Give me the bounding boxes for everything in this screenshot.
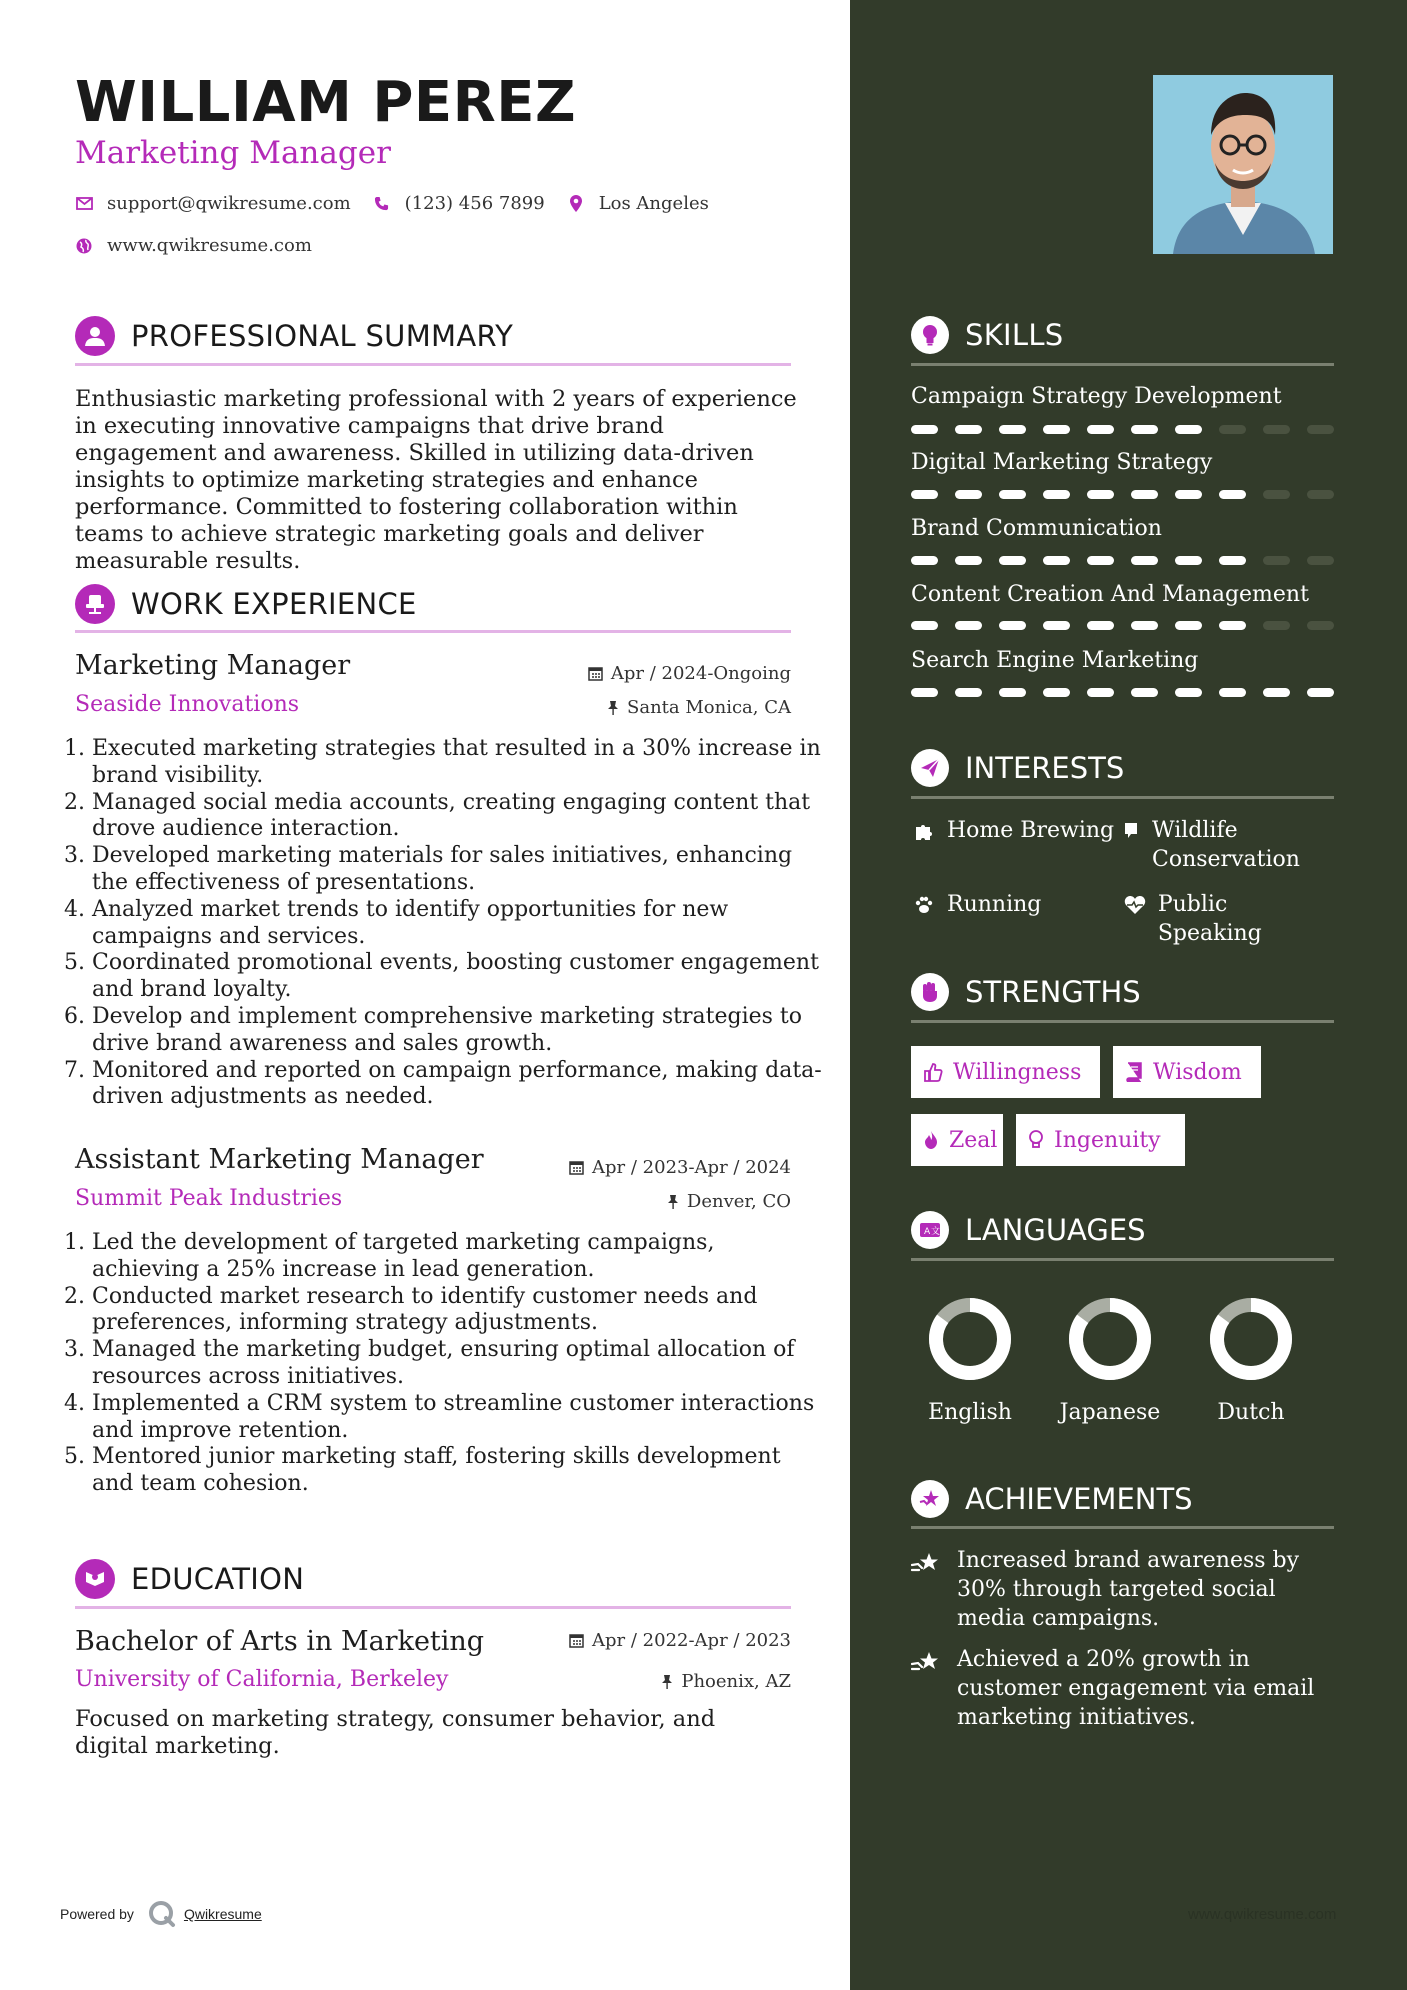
skill-name: Search Engine Marketing [911, 648, 1199, 673]
language-item: English [900, 1294, 1040, 1425]
skill-level-segment [1263, 490, 1290, 499]
thumbs-up-icon [923, 1062, 943, 1082]
skill-level-segment [911, 621, 938, 630]
section-header-strengths: STRENGTHS [911, 973, 1141, 1011]
strength-badge: Zeal [911, 1114, 1003, 1166]
section-header-interests: INTERESTS [911, 749, 1124, 787]
school-name: University of California, Berkeley [75, 1667, 449, 1692]
job-location: Denver, CO [667, 1191, 791, 1212]
interest-item: Wildlife Conservation [1122, 816, 1337, 874]
skill-level-segment [1131, 556, 1158, 565]
candidate-name: WILLIAM PEREZ [75, 70, 577, 135]
heartbeat-icon [1122, 890, 1148, 948]
pin-icon [667, 1194, 679, 1209]
contact-email[interactable]: support@qwikresume.com [75, 193, 351, 214]
job-responsibilities [68, 1230, 822, 1498]
skill-level-segment [1219, 556, 1246, 565]
section-header-languages: A 文 LANGUAGES [911, 1211, 1146, 1249]
list-item: 2. Managed social media accounts, creating engaging content that drove audience interaction. [92, 790, 822, 844]
contact-website[interactable]: www.qwikresume.com [75, 235, 312, 256]
skill-level-segment [999, 556, 1026, 565]
calendar-icon [588, 666, 603, 681]
skill-level-segment [1175, 621, 1202, 630]
skill-level-segment [955, 490, 982, 499]
skill-level-segment [1175, 425, 1202, 434]
skill-name: Content Creation And Management [911, 582, 1309, 607]
qwikresume-link[interactable]: Qwikresume [183, 1906, 262, 1922]
achievement-item: Achieved a 20% growth in customer engagement via email marketing initiatives. [911, 1645, 1341, 1732]
fist-icon [911, 973, 949, 1011]
language-level-ring [1065, 1294, 1155, 1384]
skill-level-segment [1087, 688, 1114, 697]
skill-level-segment [955, 425, 982, 434]
section-divider [911, 1020, 1334, 1023]
skill-level-segment [999, 425, 1026, 434]
education-location: Phoenix, AZ [661, 1671, 791, 1692]
skill-level-bar [911, 490, 1334, 499]
contact-phone[interactable]: (123) 456 7899 [373, 193, 545, 214]
skill-name: Campaign Strategy Development [911, 384, 1282, 409]
star-hand-icon [911, 1480, 949, 1518]
skill-name: Brand Communication [911, 516, 1162, 541]
envelope-icon [75, 195, 93, 213]
skill-level-segment [1263, 425, 1290, 434]
skill-level-segment [1131, 425, 1158, 434]
star-hand-icon [911, 1645, 945, 1732]
skill-level-segment [1219, 688, 1246, 697]
skill-level-segment [1087, 490, 1114, 499]
skill-level-segment [1175, 490, 1202, 499]
skill-level-segment [911, 688, 938, 697]
section-divider [911, 1526, 1334, 1529]
book-icon [1125, 1062, 1143, 1082]
skill-level-segment [999, 688, 1026, 697]
language-level-ring [925, 1294, 1015, 1384]
section-header-skills: SKILLS [911, 316, 1064, 354]
job-company: Summit Peak Industries [75, 1186, 343, 1211]
job-dates: Apr / 2023-Apr / 2024 [569, 1157, 791, 1178]
briefcase-chair-icon [75, 584, 115, 624]
pin-icon [607, 700, 619, 715]
list-item: 3. Managed the marketing budget, ensuring optimal allocation of resources across initiatives. [92, 1337, 822, 1391]
job-responsibilities [68, 736, 822, 1111]
calendar-icon [569, 1633, 584, 1648]
language-level-ring [1206, 1294, 1296, 1384]
candidate-role: Marketing Manager [75, 135, 391, 171]
list-item: 6. Develop and implement comprehensive marketing strategies to drive brand awareness and sales growth. [92, 1004, 822, 1058]
list-item: 3. Developed marketing materials for sales initiatives, enhancing the effectiveness of presentations. [92, 843, 822, 897]
user-icon [75, 316, 115, 356]
section-header-achievements: ACHIEVEMENTS [911, 1480, 1193, 1518]
section-header-summary: PROFESSIONAL SUMMARY [75, 316, 513, 356]
svg-text:文: 文 [931, 1227, 941, 1237]
skill-level-segment [1263, 688, 1290, 697]
map-marker-icon [567, 195, 585, 213]
skill-level-segment [911, 425, 938, 434]
flame-icon [923, 1130, 939, 1150]
job-dates: Apr / 2024-Ongoing [588, 663, 791, 684]
strength-badge: Wisdom [1113, 1046, 1261, 1098]
section-divider [911, 796, 1334, 799]
interest-item: Running [911, 890, 1116, 919]
list-item: 1. Executed marketing strategies that resulted in a 30% increase in brand visibility. [92, 736, 822, 790]
skill-level-segment [1087, 425, 1114, 434]
skill-level-segment [1043, 490, 1070, 499]
skill-level-segment [999, 621, 1026, 630]
powered-by: Powered by Qwikresume [60, 1900, 262, 1928]
skill-level-bar [911, 688, 1334, 697]
interest-item: Home Brewing [911, 816, 1116, 845]
degree-title: Bachelor of Arts in Marketing [75, 1626, 485, 1657]
paper-plane-icon [911, 749, 949, 787]
skill-level-segment [1219, 425, 1246, 434]
skill-level-segment [1219, 490, 1246, 499]
job-location: Santa Monica, CA [607, 697, 791, 718]
star-hand-icon [911, 1546, 945, 1633]
language-item: Japanese [1040, 1294, 1180, 1425]
skill-level-bar [911, 425, 1334, 434]
skill-level-segment [1131, 688, 1158, 697]
translate-icon [911, 1211, 949, 1249]
list-item: 5. Coordinated promotional events, boosting customer engagement and brand loyalty. [92, 950, 822, 1004]
paw-icon [911, 890, 937, 919]
skill-level-segment [1307, 490, 1334, 499]
contact-location: Los Angeles [567, 193, 709, 214]
skill-level-bar [911, 556, 1334, 565]
skill-level-segment [1307, 425, 1334, 434]
skill-level-segment [1175, 688, 1202, 697]
strength-badge: Ingenuity [1016, 1114, 1185, 1166]
job-company: Seaside Innovations [75, 692, 300, 717]
skill-level-segment [1175, 556, 1202, 565]
skill-level-segment [1219, 621, 1246, 630]
achievement-item: Increased brand awareness by 30% through targeted social media campaigns. [911, 1546, 1341, 1633]
qwikresume-logo-icon [148, 1900, 176, 1928]
section-divider [75, 630, 791, 633]
leaf-icon [1122, 816, 1142, 874]
skill-level-segment [1043, 688, 1070, 697]
globe-icon [75, 237, 93, 255]
section-divider [75, 363, 791, 366]
skill-name: Digital Marketing Strategy [911, 450, 1213, 475]
phone-icon [373, 195, 391, 213]
skill-level-segment [1043, 621, 1070, 630]
lightbulb-icon [1028, 1130, 1044, 1150]
puzzle-icon [911, 816, 937, 845]
skill-level-segment [1307, 621, 1334, 630]
job-title: Assistant Marketing Manager [75, 1144, 484, 1175]
language-item: Dutch [1181, 1294, 1321, 1425]
skill-level-segment [911, 490, 938, 499]
skill-level-segment [955, 688, 982, 697]
skill-level-segment [1043, 556, 1070, 565]
skill-level-segment [1043, 425, 1070, 434]
contact-row [75, 193, 731, 214]
skill-level-segment [999, 490, 1026, 499]
interest-item: Public Speaking [1122, 890, 1337, 948]
education-description: Focused on marketing strategy, consumer behavior, and digital marketing. [75, 1706, 716, 1759]
skill-level-segment [1131, 621, 1158, 630]
job-title: Marketing Manager [75, 650, 351, 681]
calendar-icon [569, 1160, 584, 1175]
skill-level-bar [911, 621, 1334, 630]
list-item: 5. Mentored junior marketing staff, fostering skills development and team cohesion. [92, 1444, 822, 1498]
profile-photo [1153, 75, 1333, 254]
list-item: 4. Analyzed market trends to identify opportunities for new campaigns and services. [92, 897, 822, 951]
section-header-education: EDUCATION [75, 1559, 304, 1599]
skill-level-segment [955, 556, 982, 565]
list-item: 4. Implemented a CRM system to streamline customer interactions and improve retention. [92, 1391, 822, 1445]
list-item: 2. Conducted market research to identify customer needs and preferences, informing strategy adjustments. [92, 1284, 822, 1338]
skill-level-segment [1087, 556, 1114, 565]
footer-url[interactable]: www.qwikresume.com [1188, 1906, 1337, 1923]
pin-icon [661, 1674, 673, 1689]
list-item: 7. Monitored and reported on campaign performance, making data-driven adjustments as needed. [92, 1058, 822, 1112]
skill-level-segment [911, 556, 938, 565]
svg-text:A: A [924, 1227, 931, 1237]
skill-level-segment [1307, 688, 1334, 697]
section-divider [911, 363, 1334, 366]
graduate-icon [75, 1559, 115, 1599]
skill-level-segment [1131, 490, 1158, 499]
lightbulb-icon [911, 316, 949, 354]
list-item: 1. Led the development of targeted marketing campaigns, achieving a 25% increase in lead generation. [92, 1230, 822, 1284]
section-divider [75, 1606, 791, 1609]
skill-level-segment [1087, 621, 1114, 630]
section-divider [911, 1258, 1334, 1261]
skill-level-segment [1263, 621, 1290, 630]
strength-badge: Willingness [911, 1046, 1100, 1098]
section-header-experience: WORK EXPERIENCE [75, 584, 417, 624]
skill-level-segment [1307, 556, 1334, 565]
skill-level-segment [955, 621, 982, 630]
education-dates: Apr / 2022-Apr / 2023 [569, 1630, 791, 1651]
skill-level-segment [1263, 556, 1290, 565]
summary-text: Enthusiastic marketing professional with 2 years of experience in executing innovative campaigns that drive brand engagement and awareness. Skilled in utilizing data-driven insights to optimize marketing strategies and enhance performance. Committed to fostering collaboration within teams to achieve strategic marketing goals and deliver measurable results. [75, 386, 797, 574]
